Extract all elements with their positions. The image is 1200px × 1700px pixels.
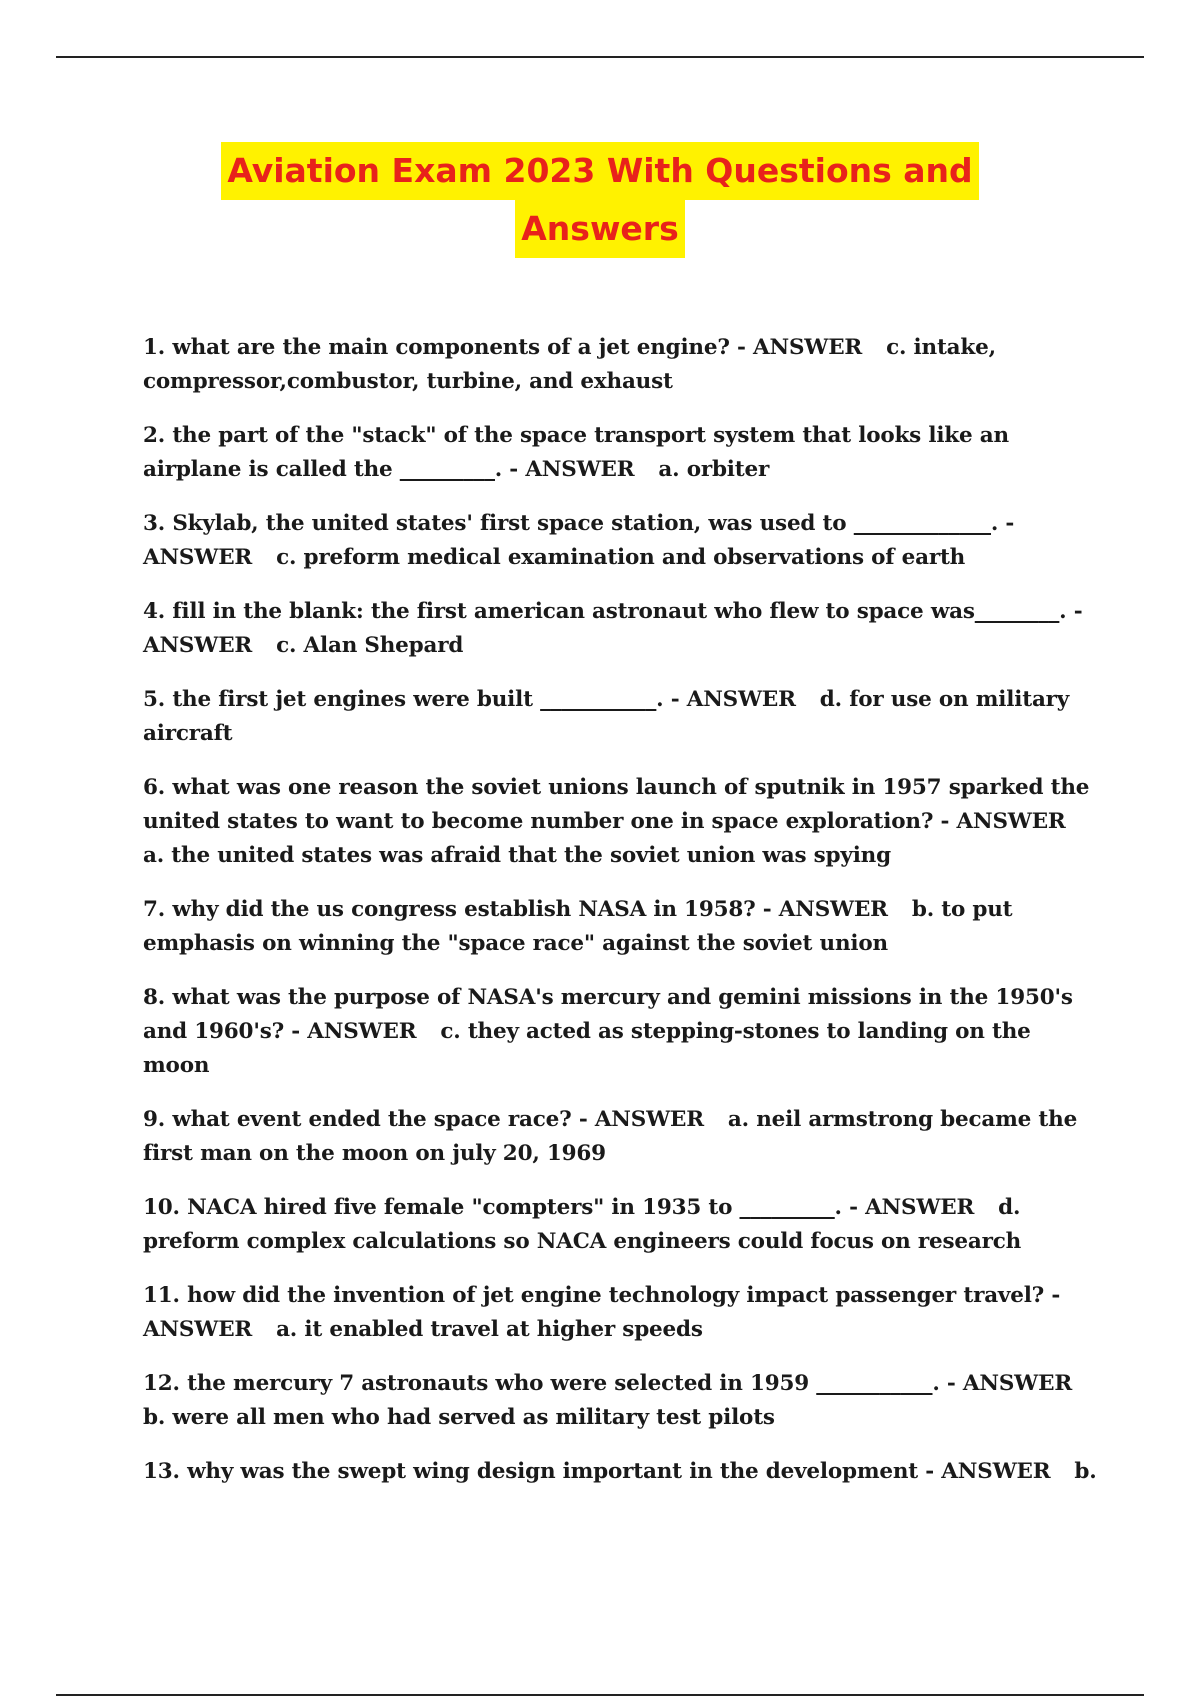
qa-item-8 (143, 981, 1103, 1083)
answer-text: a. the united states was afraid that the soviet union was spying (143, 843, 891, 868)
qa-item-4 (143, 595, 1103, 663)
qa-item-2 (143, 419, 1103, 487)
question-text: 12. the mercury 7 astronauts who were selected in 1959 ___________. - ANSWER (143, 1371, 1072, 1396)
title-line-1: Aviation Exam 2023 With Questions and (221, 142, 978, 200)
qa-item-12 (143, 1367, 1103, 1435)
answer-text: c. preform medical examination and observations of earth (276, 545, 966, 570)
qa-item-1 (143, 331, 1103, 399)
qa-item-5 (143, 683, 1103, 751)
answer-text: d. for use on military aircraft (143, 687, 1070, 746)
title-line-2: Answers (515, 200, 684, 258)
answer-text: a. neil armstrong became the first man on the moon on july 20, 1969 (143, 1107, 1078, 1166)
qa-item-9 (143, 1103, 1103, 1171)
question-text: 1. what are the main components of a jet engine? - ANSWER (143, 335, 863, 360)
question-text: 6. what was one reason the soviet unions launch of sputnik in 1957 sparked the united states to want to become number one in space exploration? - ANSWER (143, 775, 1090, 834)
qa-item-7 (143, 893, 1103, 961)
qa-item-3 (143, 507, 1103, 575)
bottom-divider (56, 1694, 1144, 1696)
qa-item-10 (143, 1191, 1103, 1259)
question-text: 11. how did the invention of jet engine technology impact passenger travel? - ANSWER (143, 1283, 1061, 1342)
answer-text: c. Alan Shepard (276, 633, 464, 658)
question-text: 7. why did the us congress establish NASA in 1958? - ANSWER (143, 897, 888, 922)
answer-text: c. they acted as stepping-stones to landing on the moon (143, 1019, 1031, 1078)
qa-item-13 (143, 1455, 1103, 1489)
question-text: 9. what event ended the space race? - ANSWER (143, 1107, 704, 1132)
answer-text: c. intake, compressor,combustor, turbine, and exhaust (143, 335, 996, 394)
question-text: 4. fill in the blank: the first american astronaut who flew to space was________. - ANSWER (143, 599, 1083, 658)
qa-item-11 (143, 1279, 1103, 1347)
answer-text: b. (1074, 1459, 1097, 1484)
question-text: 8. what was the purpose of NASA's mercury and gemini missions in the 1950's and 1960's? - ANSWER (143, 985, 1073, 1044)
answer-text: a. orbiter (658, 457, 770, 482)
top-divider (56, 56, 1144, 58)
answer-text: b. were all men who had served as military test pilots (143, 1405, 775, 1430)
answer-text: d. preform complex calculations so NACA engineers could focus on research (143, 1195, 1022, 1254)
question-list (143, 331, 1103, 1509)
question-text: 2. the part of the "stack" of the space transport system that looks like an airplane is called the _________. - ANSWER (143, 423, 1009, 482)
question-text: 10. NACA hired five female "compters" in 1935 to _________. - ANSWER (143, 1195, 975, 1220)
qa-item-6 (143, 771, 1103, 873)
answer-text: a. it enabled travel at higher speeds (276, 1317, 703, 1342)
question-text: 5. the first jet engines were built ___________. - ANSWER (143, 687, 796, 712)
document-title (0, 142, 1200, 258)
answer-text: b. to put emphasis on winning the "space race" against the soviet union (143, 897, 1013, 956)
question-text: 3. Skylab, the united states' first space station, was used to _____________. - ANSWER (143, 511, 1015, 570)
question-text: 13. why was the swept wing design important in the development - ANSWER (143, 1459, 1051, 1484)
